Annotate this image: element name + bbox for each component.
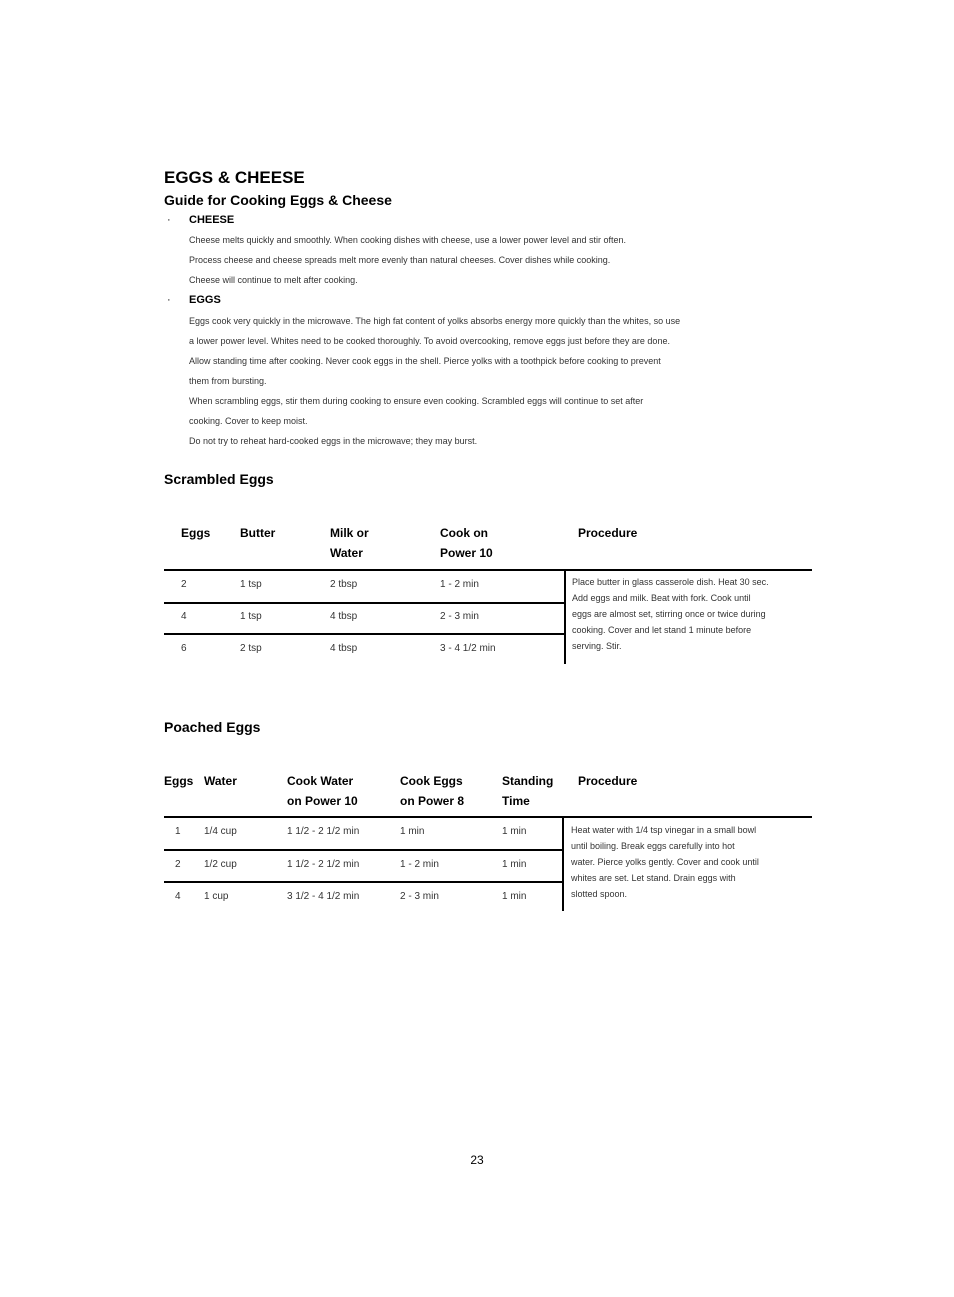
cheese-text <box>189 230 811 290</box>
table-cell: 2 tbsp <box>330 579 358 590</box>
table-cell: 4 <box>181 611 187 622</box>
procedure-line: water. Pierce yolks gently. Cover and cook until <box>571 857 759 867</box>
table-cell: 3 - 4 1/2 min <box>440 643 496 654</box>
table-cell: 1 min <box>502 826 527 837</box>
table-cell: 2 <box>175 859 181 870</box>
table-cell: 2 - 3 min <box>440 611 479 622</box>
bullet-dot-icon: · <box>167 214 171 226</box>
poached-procedure <box>571 822 811 902</box>
procedure-line: whites are set. Let stand. Drain eggs with <box>571 873 736 883</box>
eggs-text <box>189 311 811 451</box>
cheese-bullet <box>167 214 235 226</box>
poached-header: Standing Time <box>502 774 554 808</box>
poached-header: Cook Eggs on Power 8 <box>400 774 465 808</box>
procedure-line: slotted spoon. <box>571 889 628 899</box>
table-cell: 1 1/2 - 2 1/2 min <box>287 859 360 870</box>
scrambled-title: Scrambled Eggs <box>164 471 274 487</box>
procedure-line: Heat water with 1/4 tsp vinegar in a small bowl <box>571 825 757 835</box>
eggs-line: Allow standing time after cooking. Never cook eggs in the shell. Pierce yolks with a toothpick before cooking to prevent <box>189 356 661 366</box>
table-rule <box>164 816 812 818</box>
page-number: 23 <box>470 1153 484 1167</box>
poached-header: Cook Water on Power 10 <box>287 774 358 808</box>
table-cell: 2 - 3 min <box>400 891 439 902</box>
cheese-heading: CHEESE <box>189 214 235 226</box>
bullet-dot-icon: · <box>167 294 171 306</box>
eggs-line: a lower power level. Whites need to be cooked thoroughly. To avoid overcooking, remove eggs just before they are done. <box>189 336 670 346</box>
cheese-line: Cheese will continue to melt after cooking. <box>189 275 358 285</box>
table-cell: 1 min <box>502 859 527 870</box>
table-cell: 1 tsp <box>240 611 262 622</box>
table-cell: 4 tbsp <box>330 611 358 622</box>
table-cell: 2 tsp <box>240 643 262 654</box>
poached-header: Eggs <box>164 774 194 788</box>
table-cell: 1/2 cup <box>204 859 237 870</box>
table-cell: 2 <box>181 579 187 590</box>
procedure-line: Add eggs and milk. Beat with fork. Cook until <box>572 593 751 603</box>
scrambled-header: Milk or Water <box>330 526 369 560</box>
table-rule <box>164 602 564 604</box>
eggs-bullet <box>167 294 221 306</box>
eggs-line: When scrambling eggs, stir them during cooking to ensure even cooking. Scrambled eggs will continue to set after <box>189 396 644 406</box>
eggs-line: Do not try to reheat hard-cooked eggs in the microwave; they may burst. <box>189 436 478 446</box>
table-cell: 4 <box>175 891 181 902</box>
procedure-line: until boiling. Break eggs carefully into hot <box>571 841 735 851</box>
guide-title: Guide for Cooking Eggs & Cheese <box>164 192 392 208</box>
table-rule <box>164 569 812 571</box>
table-cell: 1 tsp <box>240 579 262 590</box>
table-cell: 4 tbsp <box>330 643 358 654</box>
table-rule <box>164 881 562 883</box>
procedure-line: cooking. Cover and let stand 1 minute before <box>572 625 752 635</box>
table-cell: 1 <box>175 826 181 837</box>
table-cell: 1 - 2 min <box>440 579 479 590</box>
table-cell: 1 1/2 - 2 1/2 min <box>287 826 360 837</box>
scrambled-header: Procedure <box>578 526 638 540</box>
cheese-line: Cheese melts quickly and smoothly. When cooking dishes with cheese, use a lower power level and stir often. <box>189 235 627 245</box>
eggs-line: cooking. Cover to keep moist. <box>189 416 308 426</box>
table-cell: 1 min <box>502 891 527 902</box>
scrambled-header: Eggs <box>181 526 211 540</box>
poached-header: Procedure <box>578 774 638 788</box>
table-cell: 1 cup <box>204 891 229 902</box>
table-rule <box>164 849 562 851</box>
table-rule <box>562 816 564 911</box>
procedure-line: serving. Stir. <box>572 641 622 651</box>
cheese-line: Process cheese and cheese spreads melt more evenly than natural cheeses. Cover dishes while cooking. <box>189 255 611 265</box>
eggs-line: Eggs cook very quickly in the microwave. The high fat content of yolks absorbs energy more quickly than the whites, so use <box>189 316 681 326</box>
eggs-heading: EGGS <box>189 294 221 306</box>
scrambled-procedure <box>572 574 812 654</box>
table-rule <box>164 633 564 635</box>
table-cell: 6 <box>181 643 187 654</box>
table-cell: 3 1/2 - 4 1/2 min <box>287 891 360 902</box>
eggs-line: them from bursting. <box>189 376 267 386</box>
poached-header: Water <box>204 774 237 788</box>
procedure-line: Place butter in glass casserole dish. Heat 30 sec. <box>572 577 769 587</box>
table-cell: 1 - 2 min <box>400 859 439 870</box>
scrambled-header: Butter <box>240 526 276 540</box>
section-title: EGGS & CHEESE <box>164 168 305 187</box>
scrambled-header: Cook on Power 10 <box>440 526 493 560</box>
procedure-line: eggs are almost set, stirring once or twice during <box>572 609 766 619</box>
table-rule <box>564 569 566 664</box>
table-cell: 1/4 cup <box>204 826 237 837</box>
table-cell: 1 min <box>400 826 425 837</box>
poached-title: Poached Eggs <box>164 719 261 735</box>
